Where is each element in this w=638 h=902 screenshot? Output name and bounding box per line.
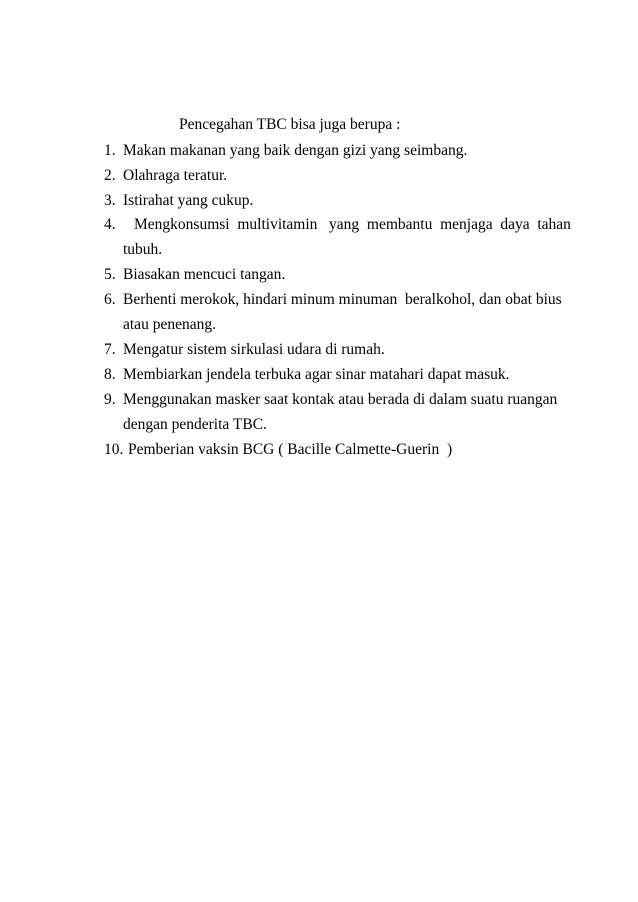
list-item-text: Makan makanan yang baik dengan gizi yang seimbang. [123,142,468,159]
list-item-text: Pemberian vaksin BCG ( Bacille Calmette-Guerin ) [128,441,453,458]
list-item-continuation: dengan penderita TBC. [123,416,267,433]
list-item-text: Membiarkan jendela terbuka agar sinar matahari dapat masuk. [123,366,510,383]
list-item-continuation: atau penenang. [123,316,216,333]
list-item-text: Mengatur sistem sirkulasi udara di rumah. [123,341,385,358]
list-item-number: 10. [104,441,124,458]
list-item-number: 1. [104,142,116,159]
list-item-text: Istirahat yang cukup. [123,192,254,209]
document-heading: Pencegahan TBC bisa juga berupa : [179,116,401,133]
list-item-text: Mengkonsumsi multivitamin yang membantu menjaga daya tahan [134,216,571,233]
list-item-number: 7. [104,341,116,358]
list-item-text: Berhenti merokok, hindari minum minuman beralkohol, dan obat bius [123,291,562,308]
list-item-number: 8. [104,366,116,383]
list-item-number: 5. [104,266,116,283]
list-item-number: 2. [104,167,116,184]
list-item-number: 4. [104,216,116,233]
list-item-text: Biasakan mencuci tangan. [123,266,286,283]
list-item-text: Olahraga teratur. [123,167,228,184]
list-item-number: 6. [104,291,116,308]
list-item-continuation: tubuh. [123,241,163,258]
list-item-number: 9. [104,391,116,408]
list-item-text: Menggunakan masker saat kontak atau berada di dalam suatu ruangan [123,391,558,408]
list-item-number: 3. [104,192,116,209]
